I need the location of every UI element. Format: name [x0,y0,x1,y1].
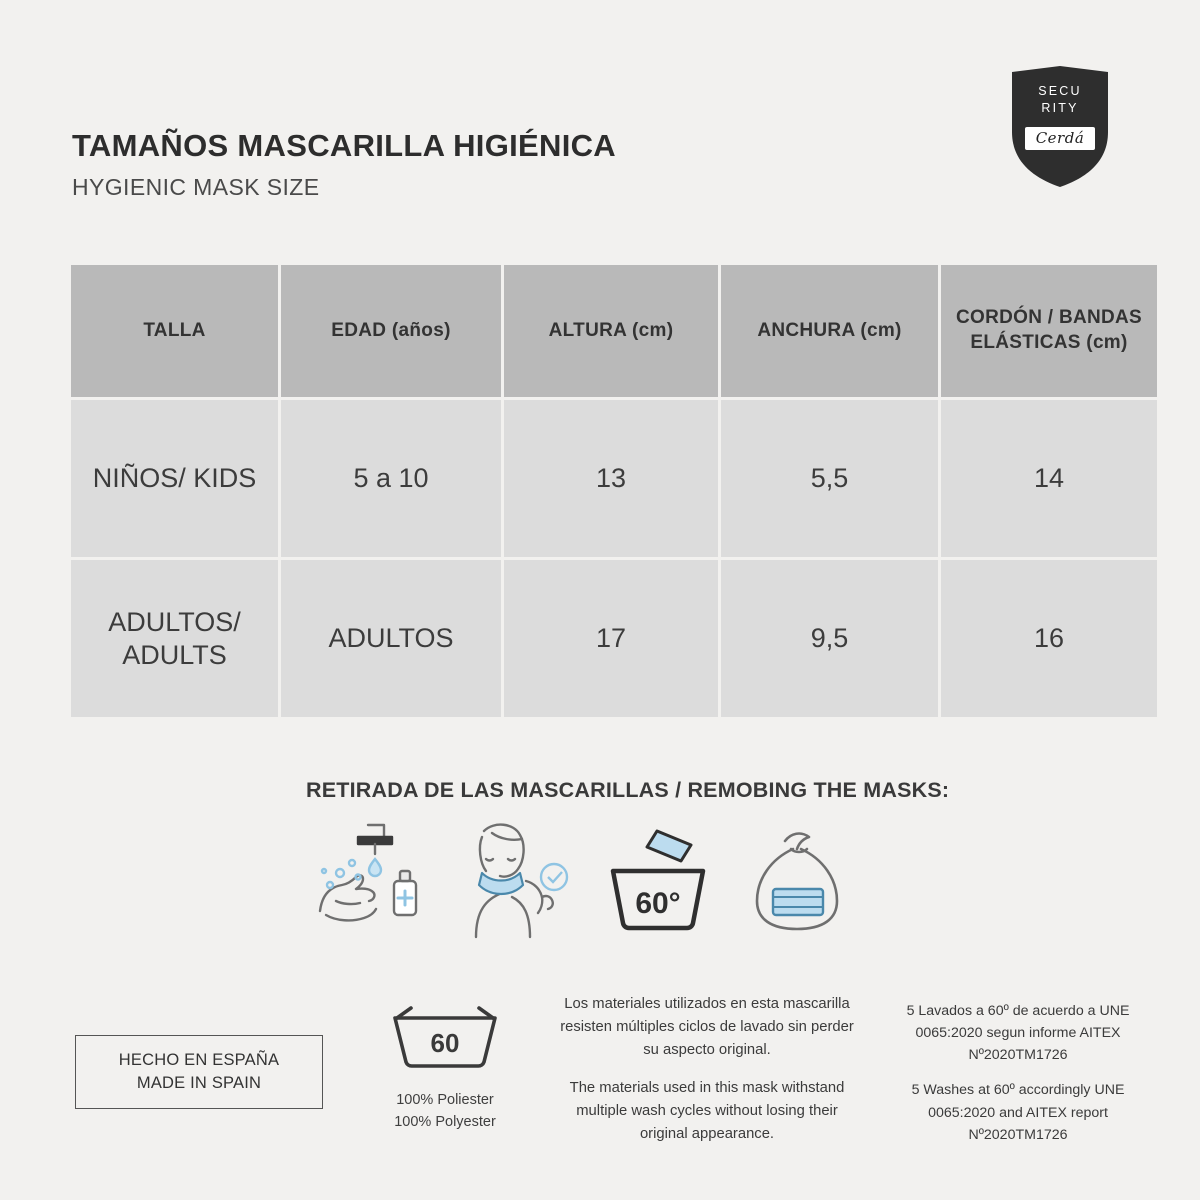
cell-cord-kids: 14 [940,399,1159,559]
cell-height-kids: 13 [503,399,720,559]
wash-temp-value: 60 [430,1028,460,1058]
table-header-edad: EDAD (años) [280,264,503,399]
cell-size-kids: NIÑOS/ KIDS [70,399,280,559]
composition-en: 100% Polyester [394,1113,496,1130]
made-in-badge [75,1035,323,1109]
cell-width-kids: 5,5 [720,399,940,559]
made-in-es: HECHO EN ESPAÑA [118,1050,280,1069]
wash-tub-60-icon [381,1000,509,1076]
logo-brand-name: Cerdá [1025,127,1096,150]
table-header-anchura: ANCHURA (cm) [720,264,940,399]
washes-text-en: 5 Washes at 60º accordingly UNE 0065:2020 and AITEX report Nº2020TM1726 [911,1082,1125,1143]
materials-text-en: The materials used in this mask withstand multiple wash cycles without losing their original appearance. [569,1079,845,1142]
remove-mask-icon [446,815,581,945]
cell-age-adults: ADULTOS [280,559,503,719]
made-in-en: MADE IN SPAIN [136,1074,262,1092]
cell-cord-adults: 16 [940,559,1159,719]
table-row [70,399,1159,559]
page-subtitle: HYGIENIC MASK SIZE [72,173,320,200]
size-table [68,262,1160,720]
table-body [70,399,1159,719]
logo-line-secu: SECU [1038,84,1082,98]
composition-block [381,1090,509,1134]
page-header [72,128,872,201]
cell-width-adults: 9,5 [720,559,940,719]
wash-care-block [381,1000,509,1134]
table-header-talla: TALLA [70,264,280,399]
logo-line-rity: RITY [1041,100,1079,115]
table-header-row [70,264,1159,399]
table-head [70,264,1159,399]
removal-icons-row [296,812,896,947]
table-header-cordon: CORDÓN / BANDAS ELÁSTICAS (cm) [940,264,1159,399]
materials-text-block [560,993,854,1146]
cell-size-adults: ADULTOS/ ADULTS [70,559,280,719]
materials-text-es: Los materiales utilizados en esta mascarilla resisten múltiples ciclos de lavado sin perder su aspecto original. [560,996,854,1058]
cell-age-kids: 5 a 10 [280,399,503,559]
machine-wash-60-icon [591,815,723,945]
removal-section-title: RETIRADA DE LAS MASCARILLAS / REMOBING THE MASKS: [306,778,950,802]
washes-text-block [893,1000,1143,1146]
logo-text-group [1008,66,1112,188]
svg-text:60°: 60° [635,886,681,920]
table-row [70,559,1159,719]
laundry-bag-icon [733,815,863,945]
table-header-altura: ALTURA (cm) [503,264,720,399]
cell-height-adults: 17 [503,559,720,719]
composition-es: 100% Poliester [396,1092,494,1108]
brand-logo [1008,66,1112,188]
page-title: TAMAÑOS MASCARILLA HIGIÉNICA [72,128,616,163]
washes-text-es: 5 Lavados a 60º de acuerdo a UNE 0065:2020 segun informe AITEX Nº2020TM1726 [906,1003,1130,1064]
handwashing-icon [296,815,436,945]
